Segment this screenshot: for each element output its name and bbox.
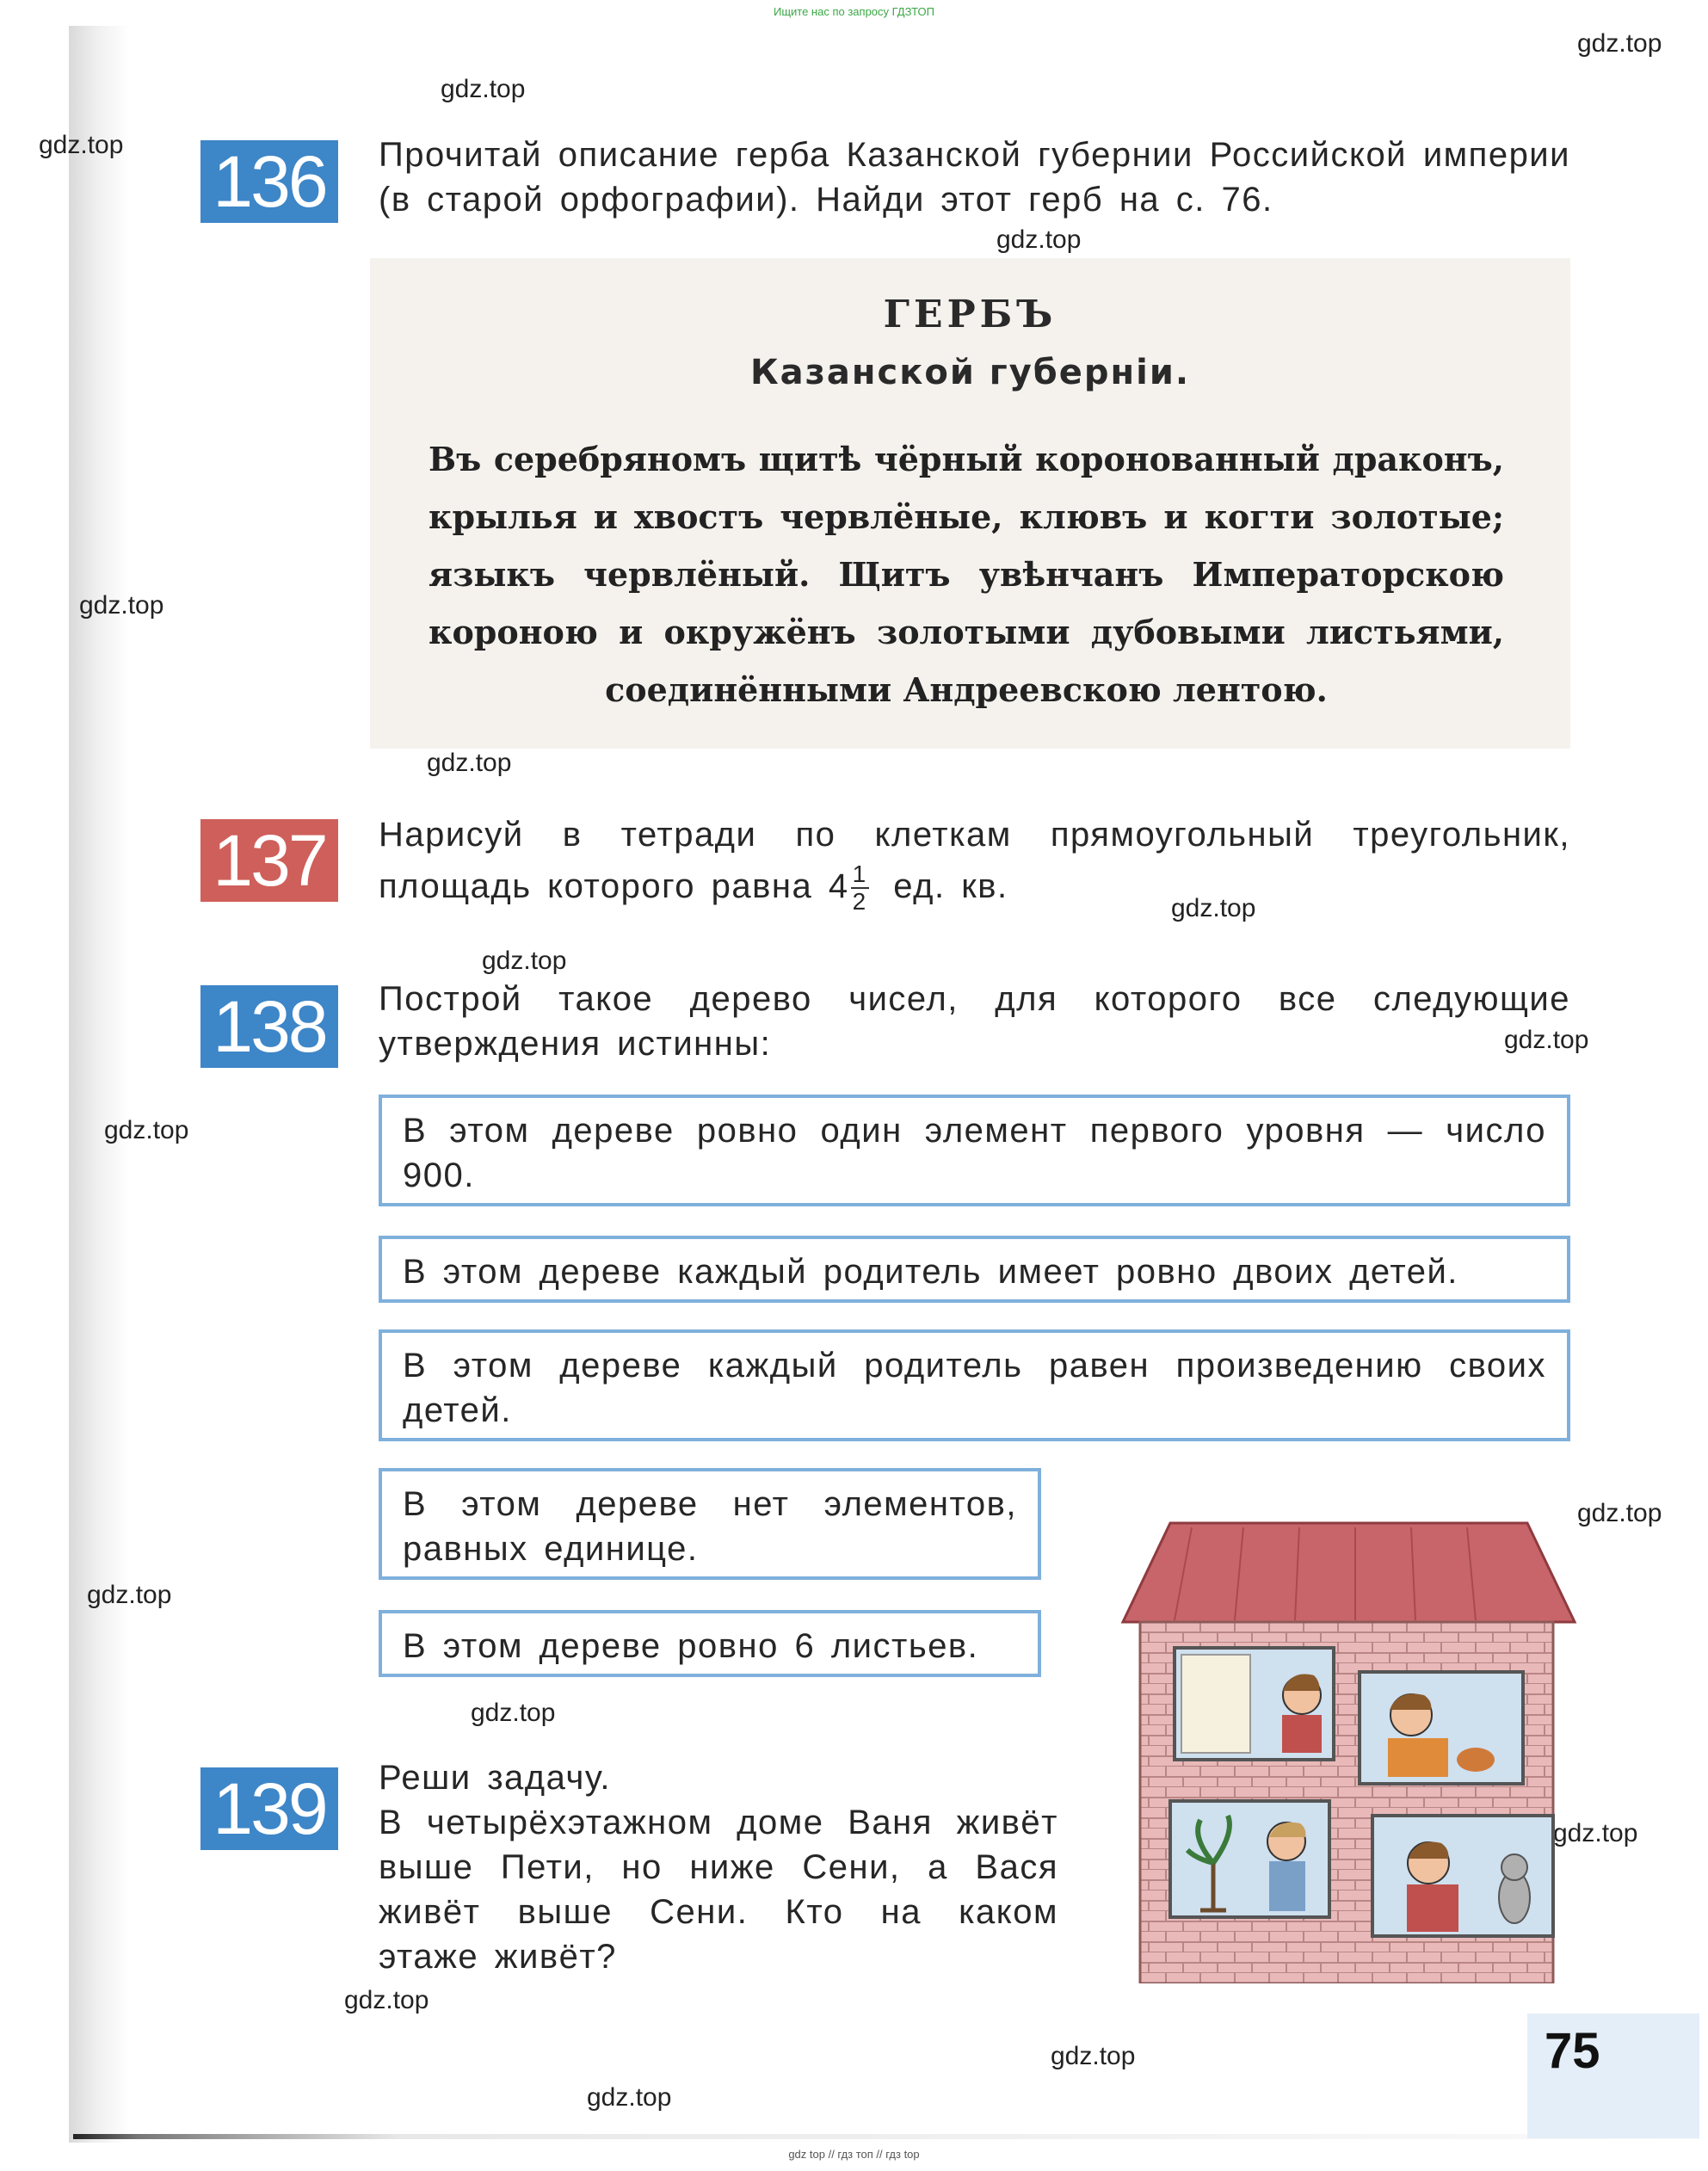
site-footer: gdz top // гдз топ // гдз top [788,2148,920,2161]
watermark: gdz.top [441,75,526,103]
task-138-text: Построй такое дерево чисел, для которого все следующие утверждения истинны: [379,980,1570,1063]
watermark: gdz.top [482,947,567,975]
task-number-badge: 139 [200,1767,338,1850]
task-139-text [379,1755,1058,1979]
fraction-numerator: 1 [852,860,867,888]
statement-box: В этом дереве ровно один элемент первого уровня — число 900. [379,1095,1570,1206]
page-number: 75 [1545,2023,1600,2079]
task-139-title: Реши задачу. [379,1759,611,1797]
page-bottom-edge [73,2134,1699,2139]
task-number-badge: 136 [200,140,338,223]
task-139-problem: В четырёхэтажном доме Ваня живёт выше Пети, но ниже Сени, а Вася живёт выше Сени. Кто на каком этаже живёт? [379,1804,1058,1976]
watermark: gdz.top [1577,1499,1662,1527]
watermark: gdz.top [1577,29,1662,58]
coat-of-arms-title: ГЕРБЪ [883,293,1057,336]
mixed-number-whole: 4 [828,867,849,905]
watermark: gdz.top [1171,894,1256,922]
task-number-badge: 137 [200,819,338,902]
statement-box: В этом дереве нет элементов, равных единице. [379,1468,1041,1580]
coat-of-arms-text: Въ серебряномъ щитѣ чёрный коронованный драконъ, крылья и хвостъ червлёные, клювъ и когти золотые; языкъ червлёный. Щитъ увѣнчанъ Императорскою короною и окружёнъ золотыми дубовыми листьями, соединёнными Андреевскою лентою. [429,440,1504,709]
page-gutter-shadow [69,26,129,2143]
watermark: gdz.top [1553,1819,1638,1847]
task-137-text-before: Нарисуй в тетради по клеткам прямоугольный треугольник, площадь которого равна [379,816,1570,905]
coat-of-arms-description-box [370,258,1570,749]
task-137-text-after: ед. кв. [893,867,1008,905]
site-header: Ищите нас по запросу ГДЗТОП [773,5,934,18]
watermark: gdz.top [1051,2042,1136,2070]
watermark: gdz.top [39,131,124,159]
watermark: gdz.top [87,1581,172,1609]
statement-box: В этом дереве каждый родитель равен произведению своих детей. [379,1329,1570,1441]
fraction [851,861,869,915]
watermark: gdz.top [104,1116,189,1144]
task-136-text: Прочитай описание герба Казанской губернии Российской империи (в старой орфографии). Найди этот герб на с. 76. [379,136,1570,219]
task-number-badge: 138 [200,985,338,1068]
page-number-box [1527,2014,1699,2138]
fraction-denominator: 2 [852,888,867,916]
watermark: gdz.top [427,749,512,777]
task-137-text [379,809,1570,915]
watermark: gdz.top [79,591,164,620]
coat-of-arms-subtitle: Казанской губерніи. [749,353,1191,392]
watermark: gdz.top [587,2083,672,2112]
watermark: gdz.top [1504,1026,1589,1054]
statement-box: В этом дереве ровно 6 листьев. [379,1610,1041,1677]
watermark: gdz.top [996,225,1082,254]
watermark: gdz.top [344,1986,429,2014]
house-illustration [1114,1519,1579,1983]
statement-box: В этом дереве каждый родитель имеет ровно двоих детей. [379,1236,1570,1303]
watermark: gdz.top [471,1699,556,1727]
